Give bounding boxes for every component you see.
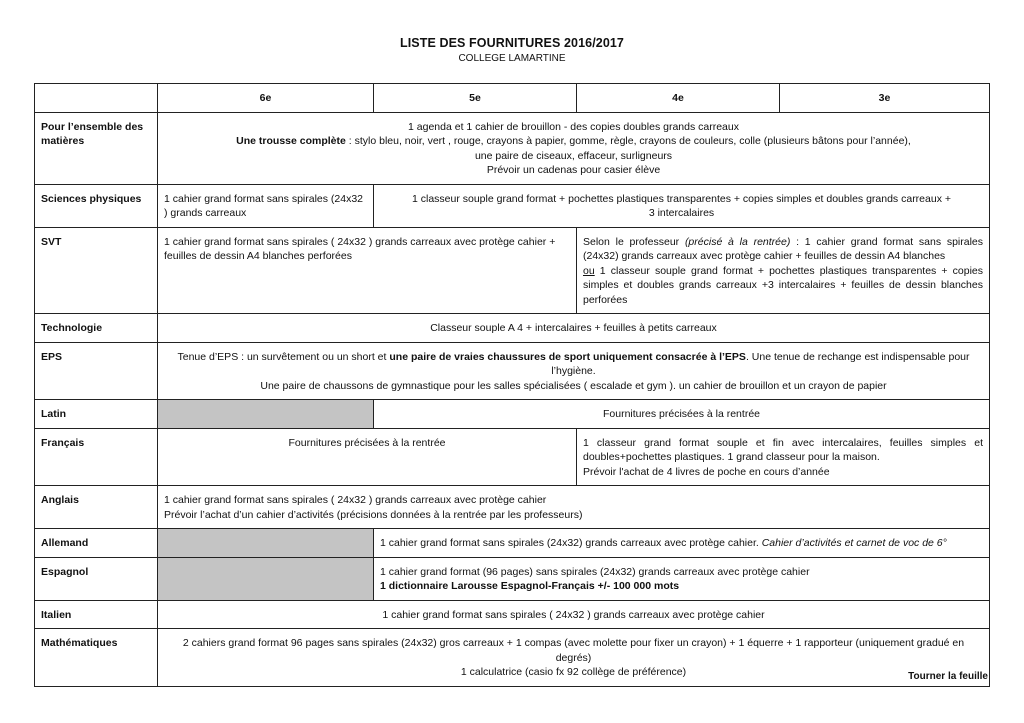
trousse-contents: : stylo bleu, noir, vert , rouge, crayons à papier, gomme, règle, crayons de couleurs, colle (plusieurs bâtons pour l’année),	[345, 135, 911, 147]
table-row-svt	[35, 227, 990, 314]
eps-line-1	[164, 350, 983, 379]
maths-cell	[158, 629, 990, 687]
svt-text-c: : 1 cahier grand format sans spirales (24x32) grands carreaux avec protège cahier + feuilles de dessin A4 blanches	[583, 235, 984, 262]
subject-francais: Français	[35, 428, 158, 486]
espagnol-6e-empty-cell	[158, 557, 374, 600]
school-name: COLLEGE LAMARTINE	[458, 53, 566, 64]
table-row-espagnol	[35, 557, 990, 600]
technologie-cell: Classeur souple A 4 + intercalaires + feuilles à petits carreaux	[158, 314, 990, 343]
subject-latin: Latin	[35, 400, 158, 429]
physique-5e-3e-cell	[374, 184, 990, 227]
latin-5e-3e-cell: Fournitures précisées à la rentrée	[374, 400, 990, 429]
anglais-line-2: Prévoir l’achat d’un cahier d’activités (précisions données à la rentrée par les professeurs)	[164, 508, 583, 521]
svt-6e-5e-cell: 1 cahier grand format sans spirales ( 24x32 ) grands carreaux avec protège cahier + feuilles de dessin A4 blanches perforées	[158, 227, 577, 314]
anglais-line-1: 1 cahier grand format sans spirales ( 24x32 ) grands carreaux avec protège cahier	[164, 494, 547, 506]
espagnol-5e-3e-cell	[374, 557, 990, 600]
latin-6e-empty-cell	[158, 400, 374, 429]
subject-maths: Mathématiques	[35, 629, 158, 687]
espagnol-dictionary: 1 dictionnaire Larousse Espagnol-Français +/- 100 000 mots	[380, 580, 680, 592]
francais-6e-5e-cell: Fournitures précisées à la rentrée	[158, 428, 577, 486]
subject-general: Pour l’ensemble des matières	[35, 112, 158, 184]
subject-eps: EPS	[35, 342, 158, 400]
table-row-francais	[35, 428, 990, 486]
subject-anglais: Anglais	[35, 486, 158, 529]
table-row-general	[35, 112, 990, 184]
eps-text-1: Tenue d’EPS : un survêtement ou un short et	[177, 350, 390, 363]
allemand-text: 1 cahier grand format sans spirales (24x32) grands carreaux avec protège cahier.	[380, 537, 762, 549]
general-line-1: 1 agenda et 1 cahier de brouillon - des copies doubles grands carreaux	[408, 120, 739, 133]
allemand-5e-3e-cell	[374, 529, 990, 558]
grade-header-row	[35, 84, 990, 113]
allemand-text-italic: Cahier d’activités et carnet de voc de 6°	[761, 537, 947, 549]
subject-allemand: Allemand	[35, 529, 158, 558]
physique-line-2: 3 intercalaires	[648, 207, 715, 219]
maths-line-1: 2 cahiers grand format 96 pages sans spirales (24x32) gros carreaux + 1 compas (avec molette pour fixer un crayon) + 1 équerre + 1 rapporteur (uniquement gradué en degrés)	[182, 637, 965, 664]
header-grade-3e: 3e	[780, 84, 990, 113]
maths-line-2: 1 calculatrice (casio fx 92 collège de préférence)	[460, 666, 687, 678]
italien-cell: 1 cahier grand format sans spirales ( 24x32 ) grands carreaux avec protège cahier	[158, 600, 990, 629]
eps-cell	[158, 342, 990, 400]
general-line-4: Prévoir un cadenas pour casier élève	[486, 164, 661, 176]
trousse-label: Une trousse complète	[236, 135, 346, 147]
table-row-allemand	[35, 529, 990, 558]
allemand-6e-empty-cell	[158, 529, 374, 558]
physique-line-1: 1 classeur souple grand format + pochettes plastiques transparentes + copies simples et doubles grands carreaux +	[411, 192, 952, 205]
svt-text-a: Selon le professeur	[583, 235, 685, 248]
general-supplies-cell	[158, 112, 990, 184]
francais-line-2: Prévoir l'achat de 4 livres de poche en cours d’année	[583, 465, 830, 478]
page-title: LISTE DES FOURNITURES 2016/2017	[399, 36, 624, 50]
header-corner-cell	[35, 84, 158, 113]
svt-text-d: 1 classeur souple grand format + pochettes plastiques transparentes + copies simples et doubles grands carreaux +3 intercalaires + feuilles de dessin blanches perforées	[583, 264, 983, 306]
subject-physique: Sciences physiques	[35, 184, 158, 227]
subject-espagnol: Espagnol	[35, 557, 158, 600]
francais-line-1: 1 classeur grand format souple et fin avec intercalaires, feuilles simples et doubles+pochettes plastiques. 1 grand classeur pour la maison.	[583, 436, 983, 463]
svt-text-ou: ou	[583, 264, 595, 277]
francais-4e-3e-cell	[577, 428, 990, 486]
table-row-physique	[35, 184, 990, 227]
espagnol-line-2	[380, 579, 983, 594]
subject-svt: SVT	[35, 227, 158, 314]
table-row-maths	[35, 629, 990, 687]
header-grade-5e: 5e	[374, 84, 577, 113]
subject-italien: Italien	[35, 600, 158, 629]
eps-line-2: Une paire de chaussons de gymnastique pour les salles spécialisées ( escalade et gym ). un cahier de brouillon et un crayon de papier	[260, 379, 887, 392]
svt-text-italic: (précisé à la rentrée)	[684, 235, 791, 248]
svt-4e-3e-cell	[577, 227, 990, 314]
header-grade-6e: 6e	[158, 84, 374, 113]
eps-text-bold: une paire de vraies chaussures de sport uniquement consacrée à l’EPS	[389, 350, 746, 363]
supplies-table	[34, 83, 990, 687]
table-row-italien	[35, 600, 990, 629]
table-row-technologie	[35, 314, 990, 343]
subject-technologie: Technologie	[35, 314, 158, 343]
turn-page-note: Tourner la feuille	[908, 671, 988, 682]
general-line-2	[164, 134, 983, 149]
anglais-cell	[158, 486, 990, 529]
header-grade-4e: 4e	[577, 84, 780, 113]
general-line-3: une paire de ciseaux, effaceur, surligneurs	[474, 149, 673, 162]
physique-6e-cell: 1 cahier grand format sans spirales (24x32 ) grands carreaux	[158, 184, 374, 227]
table-row-anglais	[35, 486, 990, 529]
eps-text-2: . Une tenue de rechange est indispensable pour l’hygiène.	[551, 350, 970, 377]
table-row-latin	[35, 400, 990, 429]
table-row-eps	[35, 342, 990, 400]
espagnol-line-1: 1 cahier grand format (96 pages) sans spirales (24x32) grands carreaux avec protège cahier	[380, 565, 810, 578]
